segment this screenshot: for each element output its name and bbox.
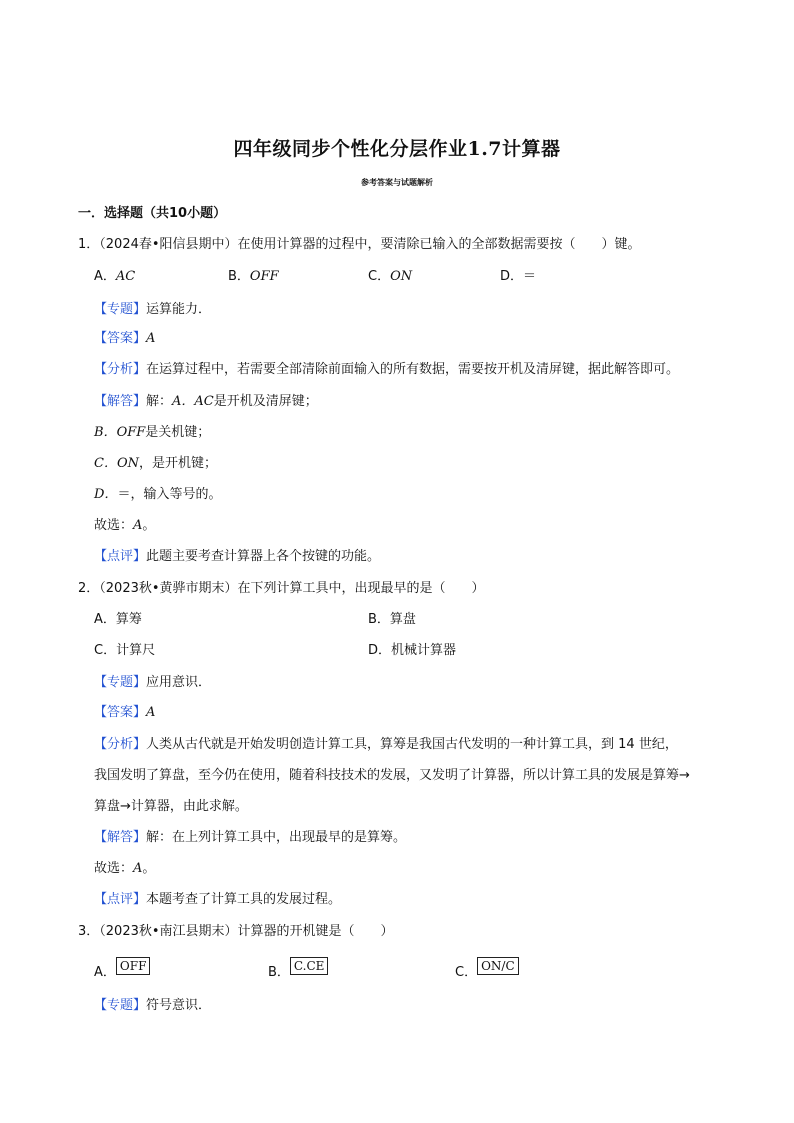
q3-option-a bbox=[94, 959, 150, 982]
q1-option-b bbox=[228, 268, 279, 286]
option-text: 机械计算器 bbox=[391, 643, 457, 658]
q1-guxuan bbox=[94, 517, 155, 535]
option-text: 算筹 bbox=[115, 612, 142, 627]
jieda-rest: ，是开机键； bbox=[139, 456, 218, 471]
option-letter: B． bbox=[368, 612, 390, 627]
guxuan-answer: A bbox=[133, 861, 143, 876]
q3-zhuanti bbox=[94, 997, 211, 1015]
option-text: AC bbox=[115, 269, 136, 284]
fenxi-text: 在运算过程中，若需要全部清除前面输入的所有数据，需要按开机及清屏键，据此解答即可。 bbox=[146, 362, 680, 377]
fenxi-tag: 【分析】 bbox=[94, 737, 147, 752]
key-box-onc: ON/C bbox=[477, 957, 519, 975]
page-title: 四年级同步个性化分层作业1.7计算器 bbox=[233, 138, 561, 160]
jieda-rest: 是关机键； bbox=[145, 425, 211, 440]
jieda-text: 解：在上列计算工具中，出现最早的是算筹。 bbox=[146, 830, 407, 845]
jieda-letter: C． bbox=[94, 456, 117, 471]
zhuanti-tag: 【专题】 bbox=[94, 998, 147, 1013]
q2-fenxi-line-3: 算盘→计算器，由此求解。 bbox=[94, 799, 248, 814]
q1-option-a bbox=[94, 268, 135, 286]
q1-jieda-line-2 bbox=[94, 424, 210, 442]
option-letter: A． bbox=[94, 965, 116, 980]
option-letter: C． bbox=[368, 269, 391, 284]
q1-dianping bbox=[94, 548, 380, 566]
option-text: ＝ bbox=[523, 269, 537, 284]
q2-option-c bbox=[94, 642, 155, 660]
daan-text: A bbox=[146, 705, 156, 720]
option-letter: B． bbox=[228, 269, 250, 284]
jieda-tag: 【解答】 bbox=[94, 830, 147, 845]
jieda-tag: 【解答】 bbox=[94, 394, 147, 409]
q2-dianping bbox=[94, 891, 341, 909]
dianping-tag: 【点评】 bbox=[94, 549, 147, 564]
fenxi-text: 人类从古代就是开始发明创造计算工具，算筹是我国古代发明的一种计算工具，到 14 世纪， bbox=[146, 737, 678, 752]
jieda-key: ON bbox=[116, 456, 139, 471]
guxuan-answer: A bbox=[133, 518, 143, 533]
q2-daan bbox=[94, 704, 155, 722]
dianping-text: 本题考查了计算工具的发展过程。 bbox=[146, 892, 342, 907]
zhuanti-text: 符号意识． bbox=[146, 998, 212, 1013]
question-3-stem: 3．（2023秋•南江县期末）计算器的开机键是（ ） bbox=[78, 924, 394, 939]
q3-option-c bbox=[455, 959, 519, 982]
q2-fenxi-line-1 bbox=[94, 736, 678, 754]
q2-option-a bbox=[94, 611, 142, 629]
daan-tag: 【答案】 bbox=[94, 331, 147, 346]
zhuanti-text: 应用意识． bbox=[146, 675, 212, 690]
q2-guxuan bbox=[94, 860, 155, 878]
q1-jieda-line-1 bbox=[94, 393, 318, 411]
q1-zhuanti bbox=[94, 301, 211, 319]
option-text: 计算尺 bbox=[116, 643, 156, 658]
q1-option-c bbox=[368, 268, 412, 286]
option-letter: D． bbox=[368, 643, 392, 658]
daan-text: A bbox=[146, 331, 156, 346]
q2-fenxi-line-2: 我国发明了算盘，至今仍在使用，随着科技技术的发展，又发明了计算器，所以计算工具的发展是算筹→ bbox=[94, 768, 690, 783]
guxuan-label: 故选： bbox=[94, 518, 134, 533]
q1-fenxi bbox=[94, 361, 679, 379]
option-letter: D． bbox=[500, 269, 524, 284]
guxuan-end: 。 bbox=[142, 518, 156, 533]
zhuanti-tag: 【专题】 bbox=[94, 675, 147, 690]
option-letter: C． bbox=[455, 965, 478, 980]
q2-zhuanti bbox=[94, 674, 211, 692]
question-1-stem: 1．（2024春•阳信县期中）在使用计算器的过程中，要清除已输入的全部数据需要按（ ）键。 bbox=[78, 237, 641, 252]
option-letter: A． bbox=[94, 269, 116, 284]
q2-jieda bbox=[94, 829, 406, 847]
q1-jieda-line-3 bbox=[94, 455, 217, 473]
key-box-cce: C.CE bbox=[290, 957, 329, 975]
q3-option-b bbox=[268, 959, 328, 982]
jieda-rest: ＝，输入等号的。 bbox=[117, 487, 222, 502]
option-text: ON bbox=[390, 269, 413, 284]
dianping-text: 此题主要考查计算器上各个按键的功能。 bbox=[146, 549, 381, 564]
option-letter: B． bbox=[268, 965, 290, 980]
option-text: OFF bbox=[249, 269, 279, 284]
guxuan-end: 。 bbox=[142, 861, 156, 876]
q2-option-d bbox=[368, 642, 456, 660]
section-heading: 一．选择题（共10小题） bbox=[78, 206, 227, 221]
jieda-key: AC bbox=[194, 394, 214, 409]
jieda-letter: B． bbox=[94, 425, 117, 440]
option-letter: C． bbox=[94, 643, 117, 658]
guxuan-label: 故选： bbox=[94, 861, 134, 876]
jieda-letter: D． bbox=[94, 487, 118, 502]
fenxi-tag: 【分析】 bbox=[94, 362, 147, 377]
q1-daan bbox=[94, 330, 155, 348]
question-2-stem: 2．（2023秋•黄骅市期末）在下列计算工具中，出现最早的是（ ） bbox=[78, 581, 485, 596]
dianping-tag: 【点评】 bbox=[94, 892, 147, 907]
q2-option-b bbox=[368, 611, 416, 629]
zhuanti-text: 运算能力． bbox=[146, 302, 212, 317]
page-subtitle: 参考答案与试题解析 bbox=[361, 178, 433, 187]
jieda-pre: 解： bbox=[146, 394, 173, 409]
jieda-rest: 是开机及清屏键； bbox=[213, 394, 318, 409]
daan-tag: 【答案】 bbox=[94, 705, 147, 720]
key-box-off: OFF bbox=[116, 957, 151, 975]
q1-option-d bbox=[500, 268, 536, 286]
option-text: 算盘 bbox=[389, 612, 416, 627]
jieda-key: OFF bbox=[116, 425, 146, 440]
q1-jieda-line-4 bbox=[94, 486, 221, 504]
jieda-letter: A． bbox=[172, 394, 195, 409]
zhuanti-tag: 【专题】 bbox=[94, 302, 147, 317]
option-letter: A． bbox=[94, 612, 116, 627]
